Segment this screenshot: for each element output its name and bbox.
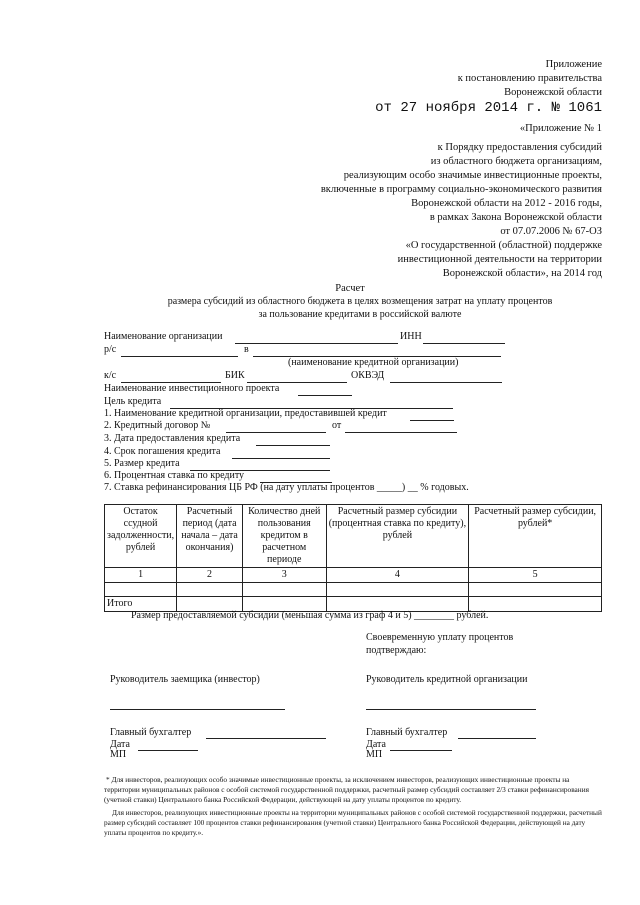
chief-accountant-left-line[interactable] bbox=[206, 738, 326, 739]
chief-accountant-right-line[interactable] bbox=[458, 738, 536, 739]
confirm-text: подтверждаю: bbox=[366, 645, 427, 656]
project-name-field[interactable] bbox=[298, 395, 352, 396]
appendix-line: в рамках Закона Воронежской области bbox=[429, 212, 602, 223]
stamp-right-label: МП bbox=[366, 749, 383, 760]
item6-label: 6. Процентная ставка по кредиту bbox=[104, 470, 245, 481]
appendix-line: включенные в программу социально-экономического развития bbox=[320, 184, 602, 195]
ks-label: к/с bbox=[104, 370, 117, 381]
org-name-field[interactable] bbox=[235, 343, 398, 344]
date-right-label: Дата bbox=[366, 739, 386, 750]
table-row bbox=[105, 583, 602, 597]
footnote-2: Для инвесторов, реализующих инвестиционные проекты на территории муниципальных районов с особой системой государственной поддержки, расчетный размер субсидий составляет 100 процентов ставки рефинансирования (учетной ставки) Центрального банка Российской Федерации, действующей на дату уплаты процентов по кредиту.». bbox=[104, 808, 602, 837]
item2-from-label: от bbox=[332, 420, 342, 431]
appendix-line: Воронежской области», на 2014 год bbox=[442, 268, 602, 279]
subsidy-amount-line: Размер предоставляемой субсидии (меньшая сумма из граф 4 и 5) ________ рублей. bbox=[131, 610, 489, 621]
header-cell: Количество дней пользования кредитом в расчетном периоде bbox=[242, 505, 326, 568]
column-number: 3 bbox=[242, 568, 326, 583]
confirm-text: Своевременную уплату процентов bbox=[366, 632, 514, 643]
header-date: от 27 ноября 2014 г. № 1061 bbox=[375, 100, 602, 116]
appendix-line: инвестиционной деятельности на территории bbox=[397, 254, 602, 265]
table-cell[interactable] bbox=[242, 583, 326, 597]
column-number: 4 bbox=[326, 568, 469, 583]
document-title: Расчет bbox=[335, 283, 365, 294]
borrower-head-label: Руководитель заемщика (инвестор) bbox=[110, 674, 260, 685]
document-subtitle: за пользование кредитами в российской валюте bbox=[258, 309, 462, 320]
column-number: 5 bbox=[469, 568, 602, 583]
date-left-label: Дата bbox=[110, 739, 130, 750]
header-resolution: к постановлению правительства bbox=[457, 73, 602, 84]
item3-label: 3. Дата предоставления кредита bbox=[104, 433, 241, 444]
item1-label: 1. Наименование кредитной организации, предоставившей кредит bbox=[104, 408, 387, 419]
stamp-left-label: МП bbox=[110, 749, 127, 760]
bank-signature-line[interactable] bbox=[366, 709, 536, 710]
bank-head-label: Руководитель кредитной организации bbox=[366, 674, 528, 685]
repayment-term-field[interactable] bbox=[232, 458, 330, 459]
item4-label: 4. Срок погашения кредита bbox=[104, 446, 221, 457]
appendix-line: к Порядку предоставления субсидий bbox=[437, 142, 602, 153]
date-left-line[interactable] bbox=[138, 750, 198, 751]
table-cell[interactable] bbox=[177, 583, 243, 597]
okved-field[interactable] bbox=[390, 382, 502, 383]
appendix-line: Воронежской области на 2012 - 2016 годы, bbox=[411, 198, 602, 209]
chief-accountant-left-label: Главный бухгалтер bbox=[110, 727, 192, 738]
document-subtitle: размера субсидий из областного бюджета в целях возмещения затрат на уплату процентов bbox=[167, 296, 553, 307]
contract-date-field[interactable] bbox=[345, 432, 457, 433]
credit-goal-label: Цель кредита bbox=[104, 396, 162, 407]
contract-number-field[interactable] bbox=[226, 432, 326, 433]
table-header-row bbox=[105, 505, 602, 568]
date-right-line[interactable] bbox=[390, 750, 452, 751]
total-label: Итого bbox=[105, 597, 177, 612]
item5-label: 5. Размер кредита bbox=[104, 458, 180, 469]
calculation-table bbox=[104, 504, 602, 612]
project-name-label: Наименование инвестиционного проекта bbox=[104, 383, 280, 394]
okved-label: ОКВЭД bbox=[351, 370, 385, 381]
table-cell[interactable] bbox=[469, 583, 602, 597]
bik-label: БИК bbox=[225, 370, 245, 381]
chief-accountant-right-label: Главный бухгалтер bbox=[366, 727, 448, 738]
borrower-signature-line[interactable] bbox=[110, 709, 285, 710]
table-cell[interactable] bbox=[469, 597, 602, 612]
rs-label: р/с bbox=[104, 344, 117, 355]
appendix-line: из областного бюджета организациям, bbox=[430, 156, 602, 167]
inn-label: ИНН bbox=[400, 331, 422, 342]
header-cell: Расчетный период (дата начала – дата окончания) bbox=[177, 505, 243, 568]
column-number: 2 bbox=[177, 568, 243, 583]
org-name-label: Наименование организации bbox=[104, 331, 223, 342]
item1-field[interactable] bbox=[410, 420, 454, 421]
credit-date-field[interactable] bbox=[256, 445, 330, 446]
item2-label: 2. Кредитный договор № bbox=[104, 420, 211, 431]
appendix-line: реализующим особо значимые инвестиционные проекты, bbox=[343, 170, 602, 181]
footnote-1: * Для инвесторов, реализующих особо значимые инвестиционные проекты, за исключением инвесторов, реализующих инвестиционные проекты на территории муниципальных районов с особой системой государственной поддержки, расчетный размер субсидий составляет 2/3 ставки рефинансирования (учетной ставки) Центрального банка Российской Федерации, действующей на дату уплаты процентов по кредиту. bbox=[104, 775, 589, 804]
bank-caption: (наименование кредитной организации) bbox=[288, 357, 459, 368]
header-cell: Остаток ссудной задолженности, рублей bbox=[105, 505, 177, 568]
table-cell[interactable] bbox=[105, 583, 177, 597]
header-cell: Расчетный размер субсидии (процентная ставка по кредиту), рублей bbox=[326, 505, 469, 568]
column-number: 1 bbox=[105, 568, 177, 583]
header-appendix: Приложение bbox=[545, 59, 602, 70]
header-region: Воронежской области bbox=[504, 87, 602, 98]
appendix-line: «О государственной (областной) поддержке bbox=[405, 240, 602, 251]
appendix-line: «Приложение № 1 bbox=[519, 123, 602, 134]
item7-label: 7. Ставка рефинансирования ЦБ РФ (на дату уплаты процентов _____) __ % годовых. bbox=[104, 482, 469, 493]
inn-field[interactable] bbox=[423, 343, 505, 344]
appendix-line: от 07.07.2006 № 67-ОЗ bbox=[500, 226, 602, 237]
table-number-row bbox=[105, 568, 602, 583]
rs-field[interactable] bbox=[121, 356, 238, 357]
table-cell[interactable] bbox=[326, 583, 469, 597]
header-cell: Расчетный размер субсидии, рублей* bbox=[469, 505, 602, 568]
bank-in-label: в bbox=[244, 344, 249, 355]
